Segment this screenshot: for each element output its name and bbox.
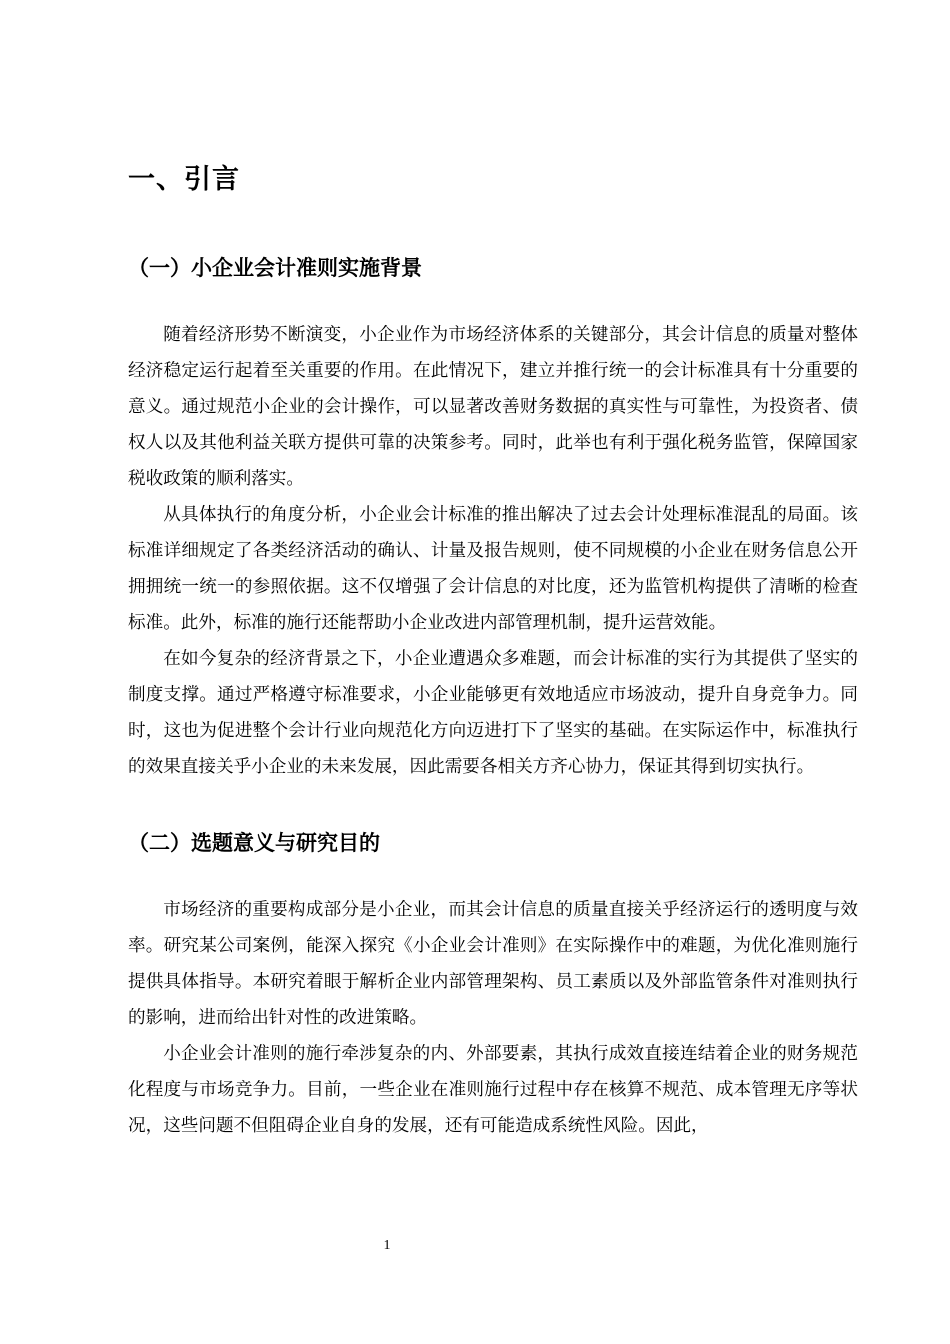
section-heading-background: （一）小企业会计准则实施背景 bbox=[128, 256, 422, 280]
paragraph: 从具体执行的角度分析，小企业会计标准的推出解决了过去会计处理标准混乱的局面。该标准详细规定了各类经济活动的确认、计量及报告规则，使不同规模的小企业在财务信息公开拥拥统一统一的参照依据。这不仅增强了会计信息的对比度，还为监管机构提供了清晰的检查标准。此外，标准的施行还能帮助小企业改进内部管理机制，提升运营效能。 bbox=[128, 505, 858, 633]
chapter-title: 一、引言 bbox=[128, 164, 240, 195]
section-body-significance bbox=[128, 892, 858, 1144]
paragraph: 随着经济形势不断演变，小企业作为市场经济体系的关键部分，其会计信息的质量对整体经济稳定运行起着至关重要的作用。在此情况下，建立并推行统一的会计标准具有十分重要的意义。通过规范小企业的会计操作，可以显著改善财务数据的真实性与可靠性，为投资者、债权人以及其他利益关联方提供可靠的决策参考。同时，此举也有利于强化税务监管，保障国家税收政策的顺利落实。 bbox=[128, 325, 858, 489]
paragraph: 在如今复杂的经济背景之下，小企业遭遇众多难题，而会计标准的实行为其提供了坚实的制度支撑。通过严格遵守标准要求，小企业能够更有效地适应市场波动，提升自身竞争力。同时，这也为促进整个会计行业向规范化方向迈进打下了坚实的基础。在实际运作中，标准执行的效果直接关乎小企业的未来发展，因此需要各相关方齐心协力，保证其得到切实执行。 bbox=[128, 649, 858, 777]
section-body-background bbox=[128, 317, 858, 785]
section-heading-significance: （二）选题意义与研究目的 bbox=[128, 831, 380, 855]
page-content bbox=[128, 160, 858, 1144]
paragraph: 小企业会计准则的施行牵涉复杂的内、外部要素，其执行成效直接连结着企业的财务规范化程度与市场竞争力。目前，一些企业在准则施行过程中存在核算不规范、成本管理无序等状况，这些问题不但阻碍企业自身的发展，还有可能造成系统性风险。因此， bbox=[128, 1044, 858, 1136]
paragraph: 市场经济的重要构成部分是小企业，而其会计信息的质量直接关乎经济运行的透明度与效率。研究某公司案例，能深入探究《小企业会计准则》在实际操作中的难题，为优化准则施行提供具体指导。本研究着眼于解析企业内部管理架构、员工素质以及外部监管条件对准则执行的影响，进而给出针对性的改进策略。 bbox=[128, 900, 858, 1028]
page-number: 1 bbox=[383, 1238, 391, 1253]
